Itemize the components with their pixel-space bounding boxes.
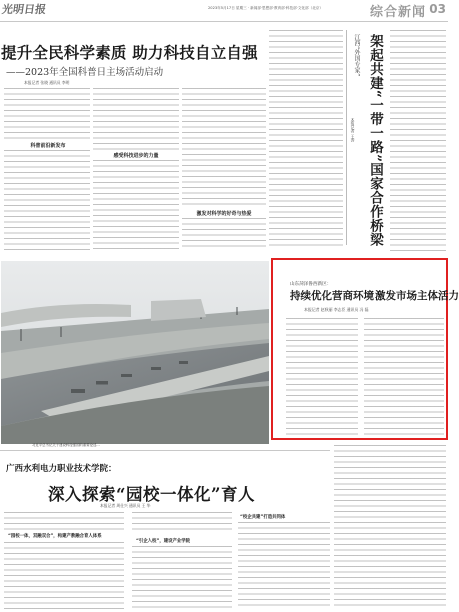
highlight-body-col-2 bbox=[364, 318, 444, 436]
highlight-byline: 本报记者 赵秋丽 李志臣 通讯员 冯 磊 bbox=[304, 307, 369, 312]
side-headline: 架起共建“一带一路”国家合作桥梁 bbox=[367, 34, 383, 247]
lead-headline: 提升全民科学素质 助力科技自立自强 bbox=[1, 44, 258, 62]
lead-body-col-1a bbox=[4, 88, 90, 140]
section-name: 综合新闻 bbox=[369, 5, 426, 20]
highlight-body-col-1 bbox=[286, 318, 358, 436]
lead-body-col-3a bbox=[182, 88, 266, 206]
highlight-headline-right: 激发市场主体活力 bbox=[375, 290, 459, 302]
bottom-subsection-2: “引企入校”，建设产业学院 bbox=[136, 539, 191, 544]
newspaper-logo: 光明日报 bbox=[1, 3, 47, 16]
dateline: 2023年5月17日 星期三 · 新闻部·思想部·教育部·科技部·文化部（北京） bbox=[208, 6, 323, 10]
lead-body-col-1b bbox=[4, 150, 90, 250]
lead-body-col-3b bbox=[182, 218, 266, 250]
lead-subsection-1: 科普前沿新发布 bbox=[30, 143, 66, 149]
lead-body-col-2a bbox=[93, 88, 179, 150]
page-number: 03 bbox=[429, 2, 446, 16]
canal-photo-graphic bbox=[1, 261, 269, 444]
right-bottom-body bbox=[334, 445, 446, 610]
masthead bbox=[0, 0, 448, 22]
section-divider bbox=[0, 450, 330, 451]
bottom-body-col-2b bbox=[132, 546, 232, 610]
bottom-body-col-1a bbox=[4, 512, 124, 530]
side-byline: 本报记者 王涛 bbox=[351, 118, 356, 143]
lead-body-col-2b bbox=[93, 160, 179, 250]
bottom-body-col-2a bbox=[132, 512, 232, 534]
highlight-headline-left: 持续优化营商环境 bbox=[290, 290, 374, 302]
bottom-byline: 本报记者 周仕兴 通讯员 王 华 bbox=[100, 503, 151, 508]
highlight-kicker: 山东菏泽鲁西新区： bbox=[290, 282, 332, 287]
photo-caption: 习近平总书记关于建设科技强国的重要论述... bbox=[32, 443, 100, 447]
bottom-subsection-1: “园校一体，双融双合”，构建产教融合育人体系 bbox=[8, 534, 102, 539]
lead-body-col-4 bbox=[269, 30, 343, 250]
side-body bbox=[390, 30, 446, 252]
lead-subsection-2: 感受科技进步的力量 bbox=[113, 153, 159, 159]
bottom-body-col-1b bbox=[4, 542, 124, 610]
lead-byline: 本报记者 张晓 通讯员 李明 bbox=[24, 80, 70, 85]
lead-subheadline: ——2023年全国科普日主场活动启动 bbox=[6, 67, 164, 78]
bottom-headline: 深入探索“园校一体化”育人 bbox=[48, 485, 255, 504]
bottom-subsection-3: “校企共建”打造共同体 bbox=[240, 515, 286, 520]
bottom-kicker: 广西水利电力职业技术学院： bbox=[6, 464, 117, 474]
side-subheadline: 江西“外国专家” bbox=[353, 34, 360, 77]
canal-photo bbox=[1, 261, 269, 444]
lead-subsection-3: 激发对科学的好奇与热爱 bbox=[196, 211, 252, 217]
bottom-body-col-3 bbox=[238, 522, 330, 610]
column-rule bbox=[346, 30, 347, 245]
